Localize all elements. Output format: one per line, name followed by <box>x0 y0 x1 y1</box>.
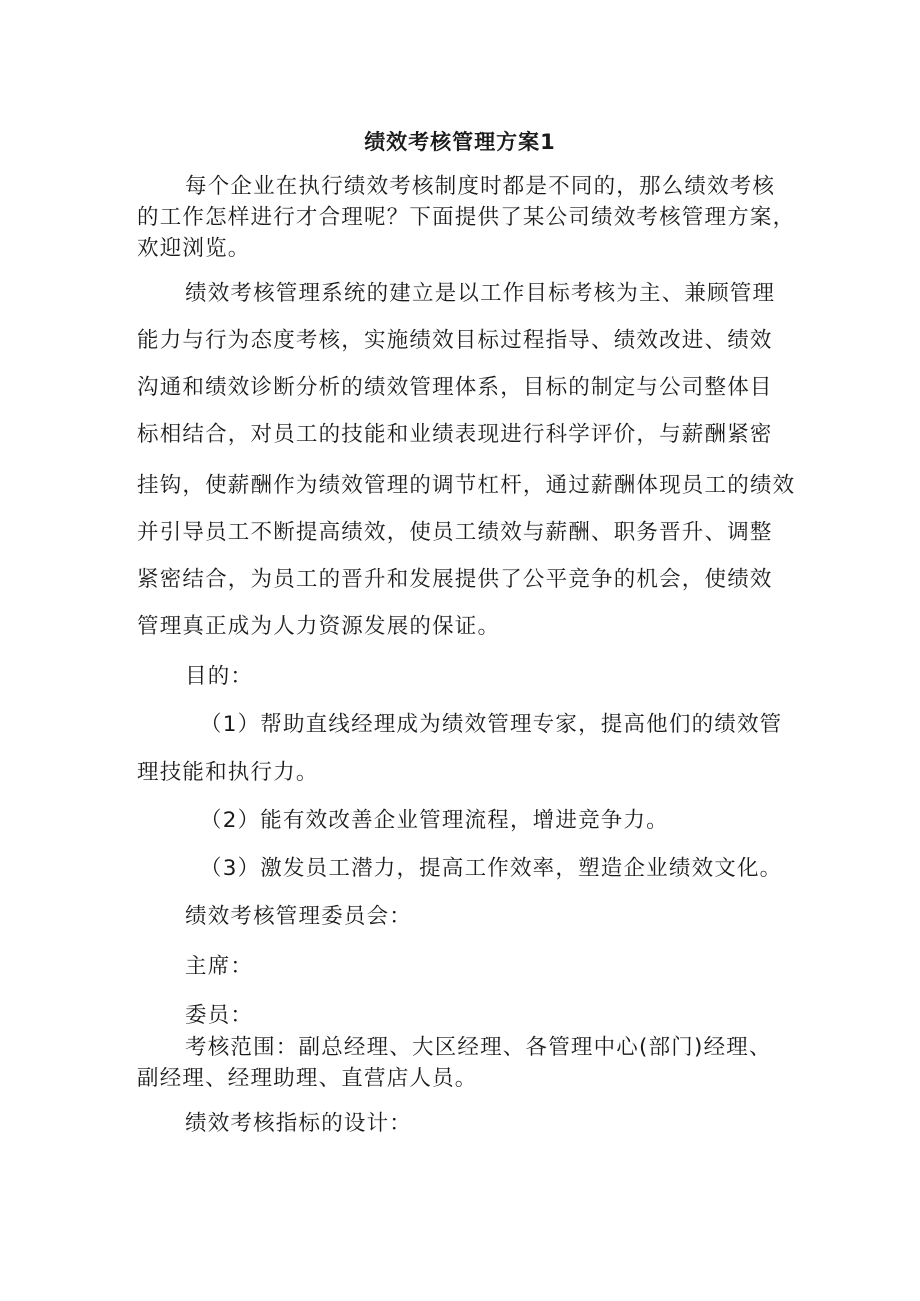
body-line-8: 管理真正成为人力资源发展的保证。 <box>137 614 501 639</box>
body-line-6: 并引导员工不断提高绩效，使员工绩效与薪酬、职务晋升、调整 <box>137 520 773 545</box>
body-line-5: 挂钩，使薪酬作为绩效管理的调节杠杆，通过薪酬体现员工的绩效 <box>137 473 796 498</box>
purpose-item-3: （3）激发员工潜力，提高工作效率，塑造企业绩效文化。 <box>200 856 783 881</box>
body-line-1: 绩效考核管理系统的建立是以工作目标考核为主、兼顾管理 <box>185 281 776 306</box>
scope-line-2: 副经理、经理助理、直营店人员。 <box>137 1066 478 1091</box>
chair-label: 主席： <box>185 954 254 979</box>
intro-line-3: 欢迎浏览。 <box>137 236 251 261</box>
body-line-2: 能力与行为态度考核，实施绩效目标过程指导、绩效改进、绩效 <box>137 328 773 353</box>
members-label: 委员： <box>185 1003 254 1028</box>
intro-line-1: 每个企业在执行绩效考核制度时都是不同的，那么绩效考核 <box>185 174 776 199</box>
body-line-7: 紧密结合，为员工的晋升和发展提供了公平竞争的机会，使绩效 <box>137 567 773 592</box>
purpose-item-2: （2）能有效改善企业管理流程，增进竞争力。 <box>200 808 669 833</box>
document-title: 绩效考核管理方案1 <box>364 130 556 154</box>
purpose-item-1-cont: 理技能和执行力。 <box>137 760 319 785</box>
purpose-heading: 目的： <box>185 664 254 689</box>
scope-line-1: 考核范围：副总经理、大区经理、各管理中心(部门)经理、 <box>185 1035 772 1060</box>
purpose-item-1: （1）帮助直线经理成为绩效管理专家，提高他们的绩效管 <box>200 712 783 737</box>
committee-heading: 绩效考核管理委员会： <box>185 904 413 929</box>
body-line-4: 标相结合，对员工的技能和业绩表现进行科学评价，与薪酬紧密 <box>137 422 773 447</box>
intro-line-2: 的工作怎样进行才合理呢？下面提供了某公司绩效考核管理方案， <box>137 205 796 230</box>
body-line-3: 沟通和绩效诊断分析的绩效管理体系，目标的制定与公司整体目 <box>137 375 773 400</box>
indicator-heading: 绩效考核指标的设计： <box>185 1111 413 1136</box>
